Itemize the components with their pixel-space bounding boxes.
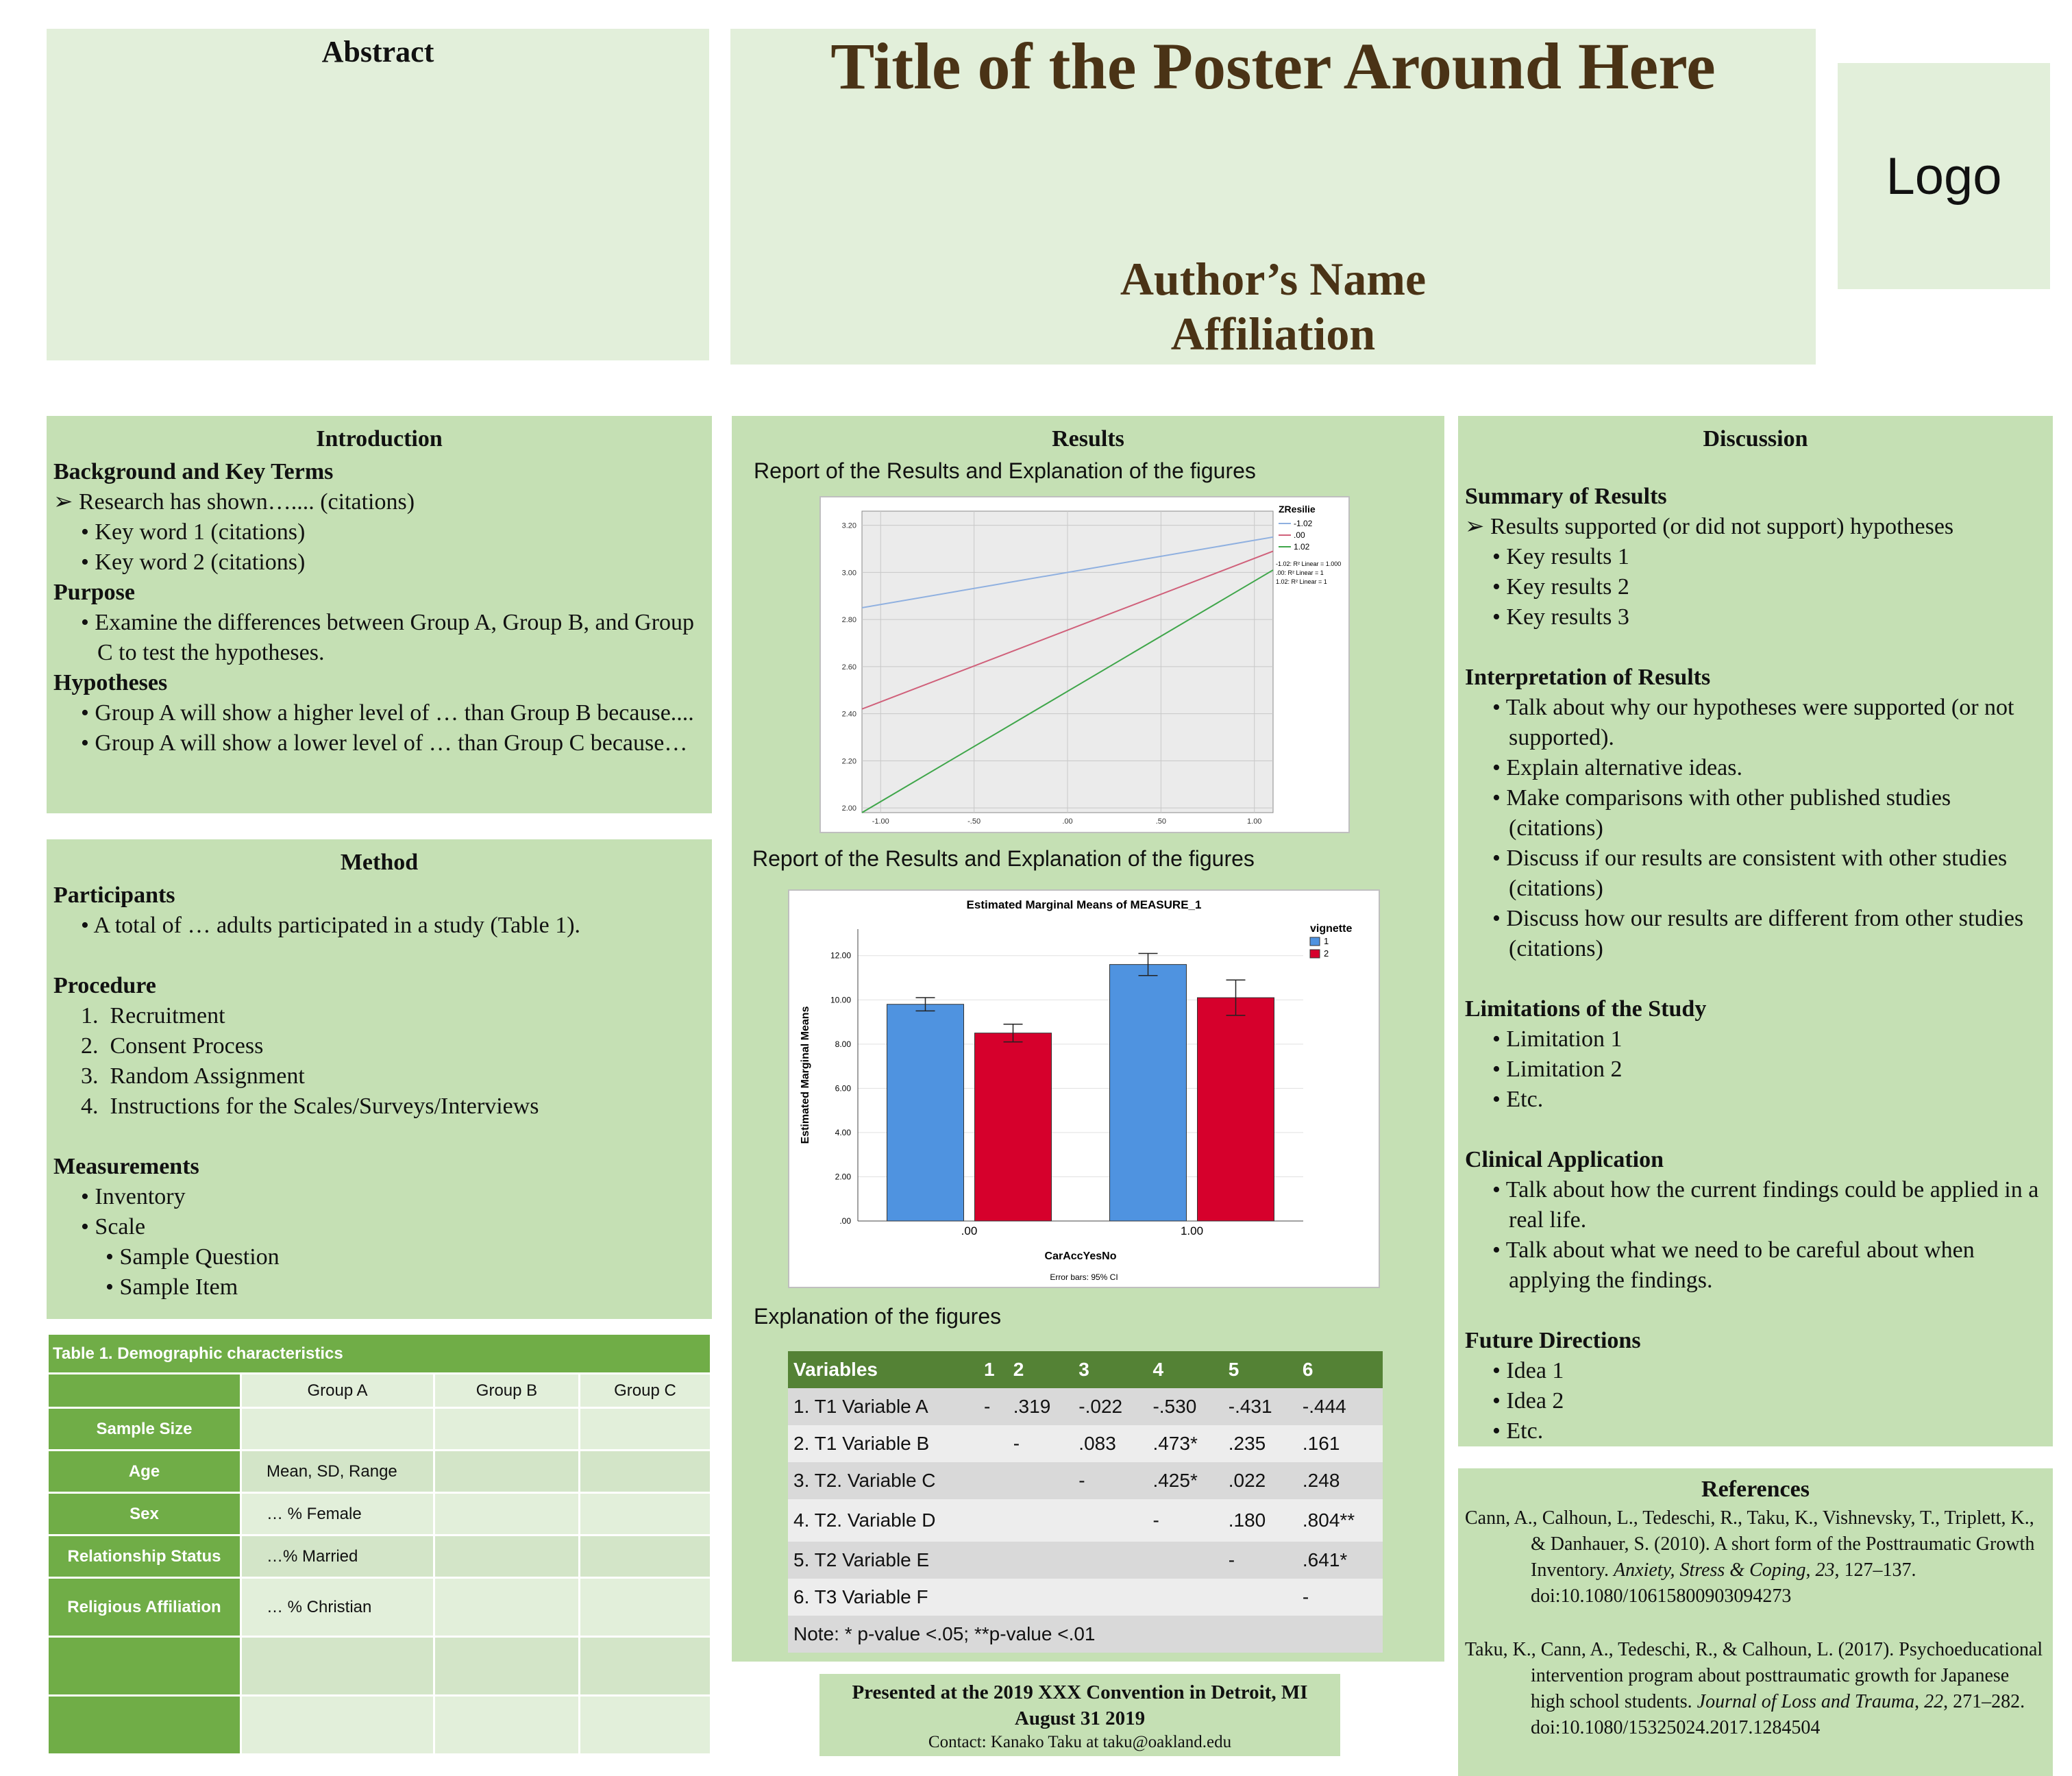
reference-1: Cann, A., Calhoun, L., Tedeschi, R., Taku, K., Vishnevsky, T., Triplett, K., & Danhauer, S. (2010). A short form of the Posttraumatic Growth Inventory. Anxiety, Stress & Coping, 23, 127–137. doi:10.1080/10615800903094273 (1465, 1507, 2035, 1607)
y-tick-label: 10.00 (830, 995, 851, 1005)
y-tick-label: 2.80 (841, 616, 856, 625)
table-cell: …% Married (241, 1536, 434, 1578)
table-cell: .319 (1008, 1388, 1074, 1425)
abstract-panel (47, 29, 709, 360)
hypotheses-heading: Hypotheses (53, 670, 168, 695)
presented-line-1: Presented at the 2019 XXX Convention in Detroit, MI (852, 1681, 1308, 1703)
procedure-heading: Procedure (53, 973, 156, 998)
table-cell (580, 1696, 711, 1755)
interpretation-item: • Discuss how our results are different from other studies (citations) (1492, 906, 2024, 961)
row-label (48, 1696, 241, 1755)
interpretation-item: • Discuss if our results are consistent with other studies (citations) (1492, 846, 2008, 901)
column-header: 2 (1008, 1351, 1074, 1388)
row-label: Age (48, 1451, 241, 1493)
table-cell: … % Christian (241, 1578, 434, 1637)
measurement-item: • Inventory (81, 1184, 186, 1209)
measurements-heading: Measurements (53, 1154, 199, 1179)
interpretation-item: • Make comparisons with other published studies (citations) (1492, 785, 1951, 841)
spacer (53, 941, 705, 971)
table-cell: 3. T2. Variable C (788, 1462, 978, 1499)
column-header: Group C (580, 1374, 711, 1408)
bar-chart (789, 891, 1379, 1287)
presented-line-2: August 31 2019 (1014, 1707, 1146, 1729)
table-row (48, 1696, 711, 1755)
references-panel (1458, 1468, 2053, 1776)
table-cell (434, 1451, 580, 1493)
table-row (48, 1493, 711, 1536)
column-header: 3 (1073, 1351, 1147, 1388)
table-cell: Mean, SD, Range (241, 1451, 434, 1493)
bar (887, 1004, 964, 1221)
table-cell (580, 1493, 711, 1536)
affiliation: Affiliation (1170, 308, 1376, 360)
table-cell (434, 1408, 580, 1451)
column-header: Group A (241, 1374, 434, 1408)
legend-label: 1 (1324, 936, 1329, 946)
legend-swatch (1310, 950, 1320, 958)
introduction-title: Introduction (316, 426, 443, 452)
hypothesis-item: • Group A will show a higher level of … than Group B because.... (81, 700, 694, 726)
table-cell (978, 1462, 1008, 1499)
y-tick-label: 2.40 (841, 710, 856, 719)
table-cell (241, 1637, 434, 1696)
summary-item: • Key results 3 (1492, 604, 1629, 630)
table-cell: -.022 (1073, 1388, 1147, 1425)
line-chart-box (819, 496, 1350, 833)
legend-swatch (1310, 937, 1320, 946)
table-cell (1073, 1579, 1147, 1616)
x-tick-label: -1.00 (872, 817, 889, 826)
column-header: 6 (1297, 1351, 1383, 1388)
table-cell (434, 1536, 580, 1578)
presented-panel (819, 1674, 1340, 1756)
future-heading: Future Directions (1465, 1328, 1641, 1353)
future-item: • Idea 2 (1492, 1388, 1564, 1414)
table-cell (1073, 1542, 1147, 1579)
x-tick-label: 1.00 (1180, 1224, 1204, 1237)
procedure-item: 4. Instructions for the Scales/Surveys/Interviews (81, 1094, 539, 1119)
legend-title: ZResilie (1279, 504, 1316, 515)
x-tick-label: .00 (1062, 817, 1073, 826)
bar (1198, 998, 1274, 1221)
results-caption-3: Explanation of the figures (754, 1304, 1002, 1329)
table-cell (1008, 1499, 1074, 1542)
clinical-item: • Talk about how the current findings could be applied in a real life. (1492, 1177, 2039, 1233)
table-cell: .473* (1147, 1425, 1222, 1462)
column-header: 4 (1147, 1351, 1222, 1388)
poster-title: Title of the Poster Around Here (830, 29, 1716, 103)
x-tick-label: .00 (961, 1224, 978, 1237)
table-cell: 4. T2. Variable D (788, 1499, 978, 1542)
table-cell (1073, 1499, 1147, 1542)
legend-title: vignette (1310, 923, 1353, 935)
results-caption-1: Report of the Results and Explanation of the figures (754, 458, 1256, 483)
summary-item: • Key results 2 (1492, 574, 1629, 600)
x-tick-label: 1.00 (1247, 817, 1262, 826)
table-cell: 2. T1 Variable B (788, 1425, 978, 1462)
table-cell (1147, 1579, 1222, 1616)
table-cell (241, 1408, 434, 1451)
row-label: Relationship Status (48, 1536, 241, 1578)
y-tick-label: 3.20 (841, 521, 856, 530)
introduction-panel (47, 416, 712, 813)
y-tick-label: 3.00 (841, 569, 856, 578)
table-header-row (788, 1351, 1383, 1388)
table-cell: -.444 (1297, 1388, 1383, 1425)
results-title: Results (1052, 426, 1124, 452)
interpretation-item: • Explain alternative ideas. (1492, 755, 1742, 780)
chart-footnote: Error bars: 95% CI (1050, 1272, 1118, 1282)
table-cell (241, 1696, 434, 1755)
y-tick-label: 2.00 (841, 804, 856, 813)
table-row (788, 1425, 1383, 1462)
future-item: • Etc. (1492, 1418, 1544, 1444)
x-tick-label: -.50 (967, 817, 981, 826)
table-cell (1223, 1579, 1297, 1616)
column-header: 5 (1223, 1351, 1297, 1388)
table-row (48, 1637, 711, 1696)
table-cell (580, 1451, 711, 1493)
y-tick-label: 2.20 (841, 757, 856, 766)
table-row (788, 1462, 1383, 1499)
chart-title: Estimated Marginal Means of MEASURE_1 (966, 898, 1202, 911)
summary-heading: Summary of Results (1465, 484, 1667, 509)
table-cell: -.431 (1223, 1388, 1297, 1425)
table-cell (1147, 1542, 1222, 1579)
table-cell: -.530 (1147, 1388, 1222, 1425)
purpose-heading: Purpose (53, 580, 135, 605)
table-cell: .641* (1297, 1542, 1383, 1579)
summary-item: • Key results 1 (1492, 544, 1629, 569)
x-tick-label: .50 (1155, 817, 1167, 826)
table-row (48, 1451, 711, 1493)
table-cell (434, 1493, 580, 1536)
correlation-table (788, 1351, 1383, 1653)
table-cell (1008, 1579, 1074, 1616)
method-panel (47, 839, 712, 1319)
row-label: Religious Affiliation (48, 1578, 241, 1637)
legend-label: .00 (1294, 530, 1305, 540)
table-row (788, 1388, 1383, 1425)
table-cell (978, 1542, 1008, 1579)
table-cell (580, 1536, 711, 1578)
table-cell: - (978, 1388, 1008, 1425)
procedure-item: 1. Recruitment (81, 1003, 225, 1028)
table-cell (1008, 1542, 1074, 1579)
background-arrow-item: ➢ Research has shown….... (citations) (53, 489, 415, 515)
table-cell (978, 1425, 1008, 1462)
bar-chart-box (788, 889, 1380, 1288)
discussion-title: Discussion (1703, 426, 1808, 452)
table-cell (434, 1637, 580, 1696)
table-row (788, 1499, 1383, 1542)
table-cell: .235 (1223, 1425, 1297, 1462)
legend-label: -1.02 (1294, 519, 1313, 528)
author-name: Author’s Name (1120, 253, 1427, 305)
table-cell: .022 (1223, 1462, 1297, 1499)
table-note-row (788, 1616, 1383, 1653)
table-cell: - (1073, 1462, 1147, 1499)
clinical-item: • Talk about what we need to be careful about when applying the findings. (1492, 1237, 1975, 1293)
y-axis-label: Estimated Marginal Means (800, 1006, 811, 1144)
legend-label: 1.02 (1294, 542, 1310, 552)
logo-placeholder: Logo (1886, 147, 2002, 206)
table-row (48, 1536, 711, 1578)
y-tick-label: 2.60 (841, 663, 856, 671)
legend-note: .00: R² Linear = 1 (1276, 569, 1324, 576)
spacer (1465, 1115, 2046, 1145)
y-tick-label: 8.00 (835, 1039, 851, 1049)
table-row (788, 1579, 1383, 1616)
spacer (1465, 964, 2046, 994)
table-cell (580, 1578, 711, 1637)
table-cell (978, 1499, 1008, 1542)
correlation-table-wrap (788, 1351, 1383, 1653)
table-cell (434, 1578, 580, 1637)
table-cell: 6. T3 Variable F (788, 1579, 978, 1616)
interpretation-item: • Talk about why our hypotheses were supported (or not supported). (1492, 695, 2014, 750)
column-header: Variables (788, 1351, 978, 1388)
method-title: Method (340, 850, 419, 875)
interpretation-heading: Interpretation of Results (1465, 665, 1711, 690)
title-panel (730, 29, 1816, 365)
table-note: Note: * p-value <.05; **p-value <.01 (788, 1616, 1383, 1653)
y-tick-label: 12.00 (830, 950, 851, 961)
demographics-caption: Table 1. Demographic characteristics (48, 1334, 711, 1374)
legend-note: -1.02: R² Linear = 1.000 (1276, 560, 1342, 567)
hypothesis-item: • Group A will show a lower level of … than Group C because… (81, 730, 688, 756)
spacer (1465, 457, 2046, 482)
table-cell (580, 1408, 711, 1451)
spacer (53, 1122, 705, 1152)
column-header: Group B (434, 1374, 580, 1408)
limitation-item: • Limitation 1 (1492, 1026, 1623, 1052)
key-word-item: • Key word 1 (citations) (81, 519, 306, 545)
discussion-panel (1458, 416, 2053, 1446)
legend-note: 1.02: R² Linear = 1 (1276, 578, 1327, 585)
table-row (48, 1578, 711, 1637)
future-item: • Idea 1 (1492, 1358, 1564, 1383)
table-cell: .804** (1297, 1499, 1383, 1542)
table-cell (580, 1637, 711, 1696)
bar (1110, 965, 1187, 1221)
table-cell: - (1297, 1579, 1383, 1616)
logo-panel (1838, 63, 2050, 289)
spacer (1465, 632, 2046, 663)
y-tick-label: 6.00 (835, 1083, 851, 1094)
measurement-subitem: • Sample Question (106, 1244, 280, 1270)
table-cell (978, 1579, 1008, 1616)
bar (975, 1033, 1052, 1221)
table-cell: 5. T2 Variable E (788, 1542, 978, 1579)
table-cell: .161 (1297, 1425, 1383, 1462)
x-axis-label: CarAccYesNo (1044, 1250, 1117, 1262)
line-chart (821, 497, 1348, 832)
y-tick-label: .00 (839, 1216, 851, 1226)
table-cell: - (1008, 1425, 1074, 1462)
measurement-item: • Scale (81, 1214, 146, 1240)
table-cell: - (1223, 1542, 1297, 1579)
abstract-title: Abstract (321, 35, 434, 69)
demographics-table-panel (47, 1333, 712, 1754)
y-tick-label: 4.00 (835, 1127, 851, 1137)
reference-2: Taku, K., Cann, A., Tedeschi, R., & Calhoun, L. (2017). Psychoeducational intervention program about posttraumatic growth for Japanese high school students. Journal of Loss and Trauma, 22, 271–282. doi:10.1080/15325024.2017.1284504 (1465, 1639, 2043, 1738)
table-cell: … % Female (241, 1493, 434, 1536)
table-cell: - (1147, 1499, 1222, 1542)
column-header: 1 (978, 1351, 1008, 1388)
background-heading: Background and Key Terms (53, 459, 334, 484)
table-cell: .248 (1297, 1462, 1383, 1499)
contact-line: Contact: Kanako Taku at taku@oakland.edu (928, 1733, 1232, 1751)
row-label (48, 1637, 241, 1696)
participants-item: • A total of … adults participated in a study (Table 1). (81, 913, 581, 938)
spacer (1465, 1296, 2046, 1326)
table-cell: 1. T1 Variable A (788, 1388, 978, 1425)
demographics-table (47, 1333, 712, 1755)
row-label: Sample Size (48, 1408, 241, 1451)
clinical-heading: Clinical Application (1465, 1147, 1664, 1172)
table-row (788, 1542, 1383, 1579)
participants-heading: Participants (53, 883, 175, 908)
measurement-subitem: • Sample Item (106, 1274, 238, 1300)
y-tick-label: 2.00 (835, 1172, 851, 1182)
table-cell: .425* (1147, 1462, 1222, 1499)
row-label: Sex (48, 1493, 241, 1536)
procedure-item: 2. Consent Process (81, 1033, 264, 1059)
limitations-heading: Limitations of the Study (1465, 996, 1707, 1022)
table-cell: .180 (1223, 1499, 1297, 1542)
key-word-item: • Key word 2 (citations) (81, 550, 306, 575)
table-corner-cell (48, 1374, 241, 1408)
results-caption-2: Report of the Results and Explanation of the figures (752, 846, 1255, 871)
table-cell (434, 1696, 580, 1755)
table-cell (1008, 1462, 1074, 1499)
references-title: References (1701, 1477, 1810, 1502)
table-cell: .083 (1073, 1425, 1147, 1462)
legend-label: 2 (1324, 948, 1329, 959)
limitation-item: • Etc. (1492, 1087, 1544, 1112)
purpose-item: • Examine the differences between Group A, Group B, and Group C to test the hypotheses. (81, 610, 695, 665)
table-row (48, 1408, 711, 1451)
procedure-item: 3. Random Assignment (81, 1063, 305, 1089)
summary-arrow-item: ➢ Results supported (or did not support) hypotheses (1465, 514, 1954, 539)
limitation-item: • Limitation 2 (1492, 1057, 1623, 1082)
